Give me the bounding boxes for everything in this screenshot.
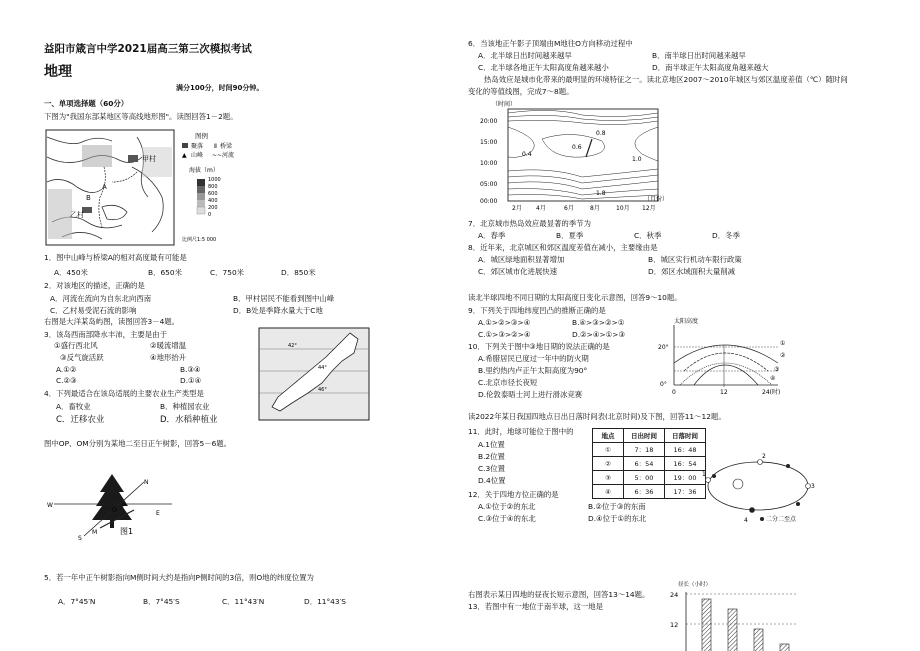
q13-14-intro: 右图表示某日四地的昼夜长短示意图，回答13～14题。 [468,590,650,599]
q12-option-b[interactable]: B.②位于③的东南 [588,502,646,511]
q1-option-d[interactable]: D．850米 [281,268,316,277]
q7-option-b[interactable]: B．夏季 [556,231,584,240]
q3-statement-2: ②暖流增温 [150,341,187,350]
q10-option-b[interactable]: B.里约热内卢正午太阳高度为90° [478,366,588,375]
section1-title: 一、单项选择题（60分） [44,99,129,108]
sun-curve-label: ② [780,352,786,359]
q12-option-c[interactable]: C.③位于④的东北 [478,514,536,523]
label-a-bridge: A [102,183,107,191]
q11-12-intro: 读2022年某日我国四地点日出日落时间表(北京时间)及下图，回答11～12题。 [468,412,726,421]
q9-option-c[interactable]: C.①>③>②>④ [478,330,531,339]
table-header: 地点 [593,429,624,443]
q9-option-d[interactable]: D.②>④>①>③ [572,330,626,339]
q1-option-b[interactable]: B．650米 [148,268,182,277]
q11-option-a[interactable]: A.1位置 [478,440,505,449]
isoline-x-tick: 6月 [564,205,574,212]
q11-stem: 11．此时，地球可能位于图中的 [468,427,574,436]
legend-bridge: 桥梁 [220,143,233,150]
q8-option-d[interactable]: D．郊区水域面积大量削减 [648,267,735,276]
q3-option-a[interactable]: A.①② [56,365,77,374]
legend-river: 河流 [222,152,235,159]
table-cell: 5：00 [624,471,665,485]
q5-option-a[interactable]: A．7°45′N [58,597,96,606]
q4-option-a[interactable]: A．畜牧业 [56,402,91,411]
subject-title: 地理 [44,64,72,80]
q8-stem: 8．近年来，北京城区和郊区温度差值在减小，主要缘由是 [468,243,658,252]
q2-stem: 2．对该地区的描述，正确的是 [44,281,145,290]
isoline-value: 0.4 [522,151,532,158]
q9-stem: 9．下列关于四地纬度凹凸的推断正确的是 [468,306,606,315]
table-cell: 6：54 [624,457,665,471]
q3-option-c[interactable]: C.②③ [56,376,77,385]
q5-option-b[interactable]: B．7°45′S [143,597,180,606]
table-cell: 19：00 [665,471,706,485]
point-o: O [112,507,117,514]
sun-chart-x-tick: 24(时) [762,389,781,396]
topo-map [42,127,262,247]
isoline-x-tick: 4月 [536,205,546,212]
table-row [593,485,706,499]
q10-option-a[interactable]: A.希腊居民已度过一年中的防火期 [478,354,589,363]
elevation-title: 海拔（m） [189,167,219,174]
figure-1-caption: 图1 [120,527,134,536]
label-b-point: B [86,194,91,202]
isoline-y-tick: 00:00 [480,198,498,205]
chart-y-tick: 12 [670,621,679,629]
q4-stem: 4．下列最适合在该岛适展的主要农业生产类型是 [44,389,204,398]
direction-w: W [47,502,53,509]
elevation-label: 400 [208,198,218,204]
day-length-bar [702,599,711,651]
q9-10-intro: 读北半球四地不同日期的太阳高度日变化示意图，回答9～10题。 [468,293,682,302]
q7-8-intro-line2: 变化的等值线图，完成7～8题。 [468,87,574,96]
q2-option-c[interactable]: C．乙村易受泥石流的影响 [50,306,137,315]
q3-statement-1: ①盛行西北风 [54,341,98,350]
direction-e: E [156,510,160,517]
isoline-y-tick: 10:00 [480,160,498,167]
sun-curve-label: ③ [774,366,780,373]
q1-stem: 1．图中山峰与桥梁A的相对高度最有可能是 [44,253,187,262]
legend-peak: 山峰 [191,152,204,159]
island-latitude-label: 46° [318,387,327,393]
q5-option-d[interactable]: D．11°43′S [304,597,346,606]
q3-stem: 3．该岛西南部降水丰沛，主要是由于 [44,330,167,339]
q6-option-a[interactable]: A．北半球日出时间越来越早 [478,51,572,60]
q6-stem: 6．当该地正午影子顶端由M地往O方向移动过程中 [468,39,633,48]
island-latitude-label: 42° [288,343,297,349]
solstice-equinox-label: 二分二至点 [766,516,797,523]
table-row [593,457,706,471]
q7-option-d[interactable]: D．冬季 [712,231,740,240]
bridge-icon: Ⅱ [214,143,217,150]
isoline-x-tick: 10月 [616,205,630,212]
chart-y-tick: 24 [670,591,679,599]
sun-altitude-chart [654,315,792,399]
q7-option-a[interactable]: A．春季 [478,231,506,240]
heat-island-isoline-chart [472,99,672,215]
isoline-y-tick: 05:00 [480,181,498,188]
table-cell: ③ [593,471,624,485]
elevation-label: 200 [208,205,218,211]
map-scale: 比例尺1:5 000 [182,237,217,243]
sun-icon [733,479,743,489]
q10-option-d[interactable]: D.伦敦泰晤士河上进行滑冰竞赛 [478,390,583,399]
isoline-value: 0.6 [572,144,582,151]
q1-option-c[interactable]: C．750米 [210,268,245,277]
peak-icon: ▲ [182,152,187,159]
legend-settlement: 聚落 [191,143,204,150]
q7-stem: 7．北京城市热岛效应最显著的季节为 [468,219,591,228]
q4-option-d[interactable]: D．水稻种植业 [160,415,218,425]
orbit-position-label: 4 [744,517,748,524]
q1-option-a[interactable]: A．450米 [54,268,88,277]
q7-option-c[interactable]: C．秋季 [634,231,662,240]
river-icon: ~~ [212,152,223,159]
q2-option-b[interactable]: B．甲村居民不能看到图中山峰 [233,294,335,303]
table-cell: ④ [593,485,624,499]
q3-option-d[interactable]: D.①④ [180,376,202,385]
orbit-position-label: 1 [702,471,706,478]
sun-chart-x-tick: 12 [720,389,728,396]
isoline-y-tick: 15:00 [480,139,498,146]
q4-option-c[interactable]: C．迁移农业 [56,415,105,425]
sun-chart-y-tick: 0° [660,381,667,388]
isoline-x-tick: 12月 [642,205,656,212]
q12-option-a[interactable]: A.①位于②的东北 [478,502,536,511]
chart-y-label: 昼长（小时） [678,582,712,588]
day-length-bar [754,629,763,651]
elevation-label: 800 [208,184,218,190]
sun-chart-y-tick: 20° [658,344,669,351]
legend-title: 图例 [195,132,208,140]
sun-chart-x-tick: 0 [672,389,676,396]
elevation-label: 600 [208,191,218,197]
q8-option-a[interactable]: A．城区绿地面积显著增加 [478,255,565,264]
island-map [258,327,370,421]
table-cell: ② [593,457,624,471]
q3-4-intro: 右图是大洋某岛屿图，读图回答3－4题。 [44,317,180,326]
orbit-position-label: 3 [811,483,815,490]
earth-orbit-diagram [700,450,830,530]
label-jia-village: 甲村 [142,155,156,163]
settlement-icon [182,143,188,148]
table-header: 日出时间 [624,429,665,443]
q10-stem: 10．下列关于图中③地日期的说法正确的是 [468,342,610,351]
isoline-x-label: （月份） [644,196,669,203]
isoline-value: 0.8 [596,130,606,137]
table-row [593,443,706,457]
sunrise-sunset-table [592,428,706,499]
table-header: 日落时间 [665,429,706,443]
direction-n: N [144,479,149,486]
q11-option-c[interactable]: C.3位置 [478,464,505,473]
q3-option-b[interactable]: B.③④ [180,365,201,374]
table-cell: 7：18 [624,443,665,457]
q2-option-a[interactable]: A．河流在流向为自东北向西南 [50,294,152,303]
q6-option-d[interactable]: D．南半球正午太阳高度角越来越大 [652,63,769,72]
q10-option-c[interactable]: C.北京市径长夜短 [478,378,538,387]
island-latitude-label: 44° [318,365,327,371]
q12-stem: 12．关于四地方位正确的是 [468,490,559,499]
q3-statement-3: ③反气旋活跃 [60,353,104,362]
table-cell: 17：36 [665,485,706,499]
tree-shadow-figure [44,470,184,542]
table-row [593,471,706,485]
q4-option-b[interactable]: B．种植园农业 [160,402,210,411]
q5-6-intro: 图中OP、OM分别为某地二至日正午树影，回答5－6题。 [44,439,232,448]
table-cell: 6：36 [624,485,665,499]
direction-s: S [78,535,82,542]
q7-8-intro-line1: 热岛效应是城市化带来的最明显的环境特征之一。读北京地区2007～2010年城区与郊区温度差值（℃）随时间 [484,75,848,84]
q5-stem: 5．若一年中正午树影指向M侧时间大约是指向P侧时间的3倍，则O地的纬度位置为 [44,573,314,582]
school-title: 益阳市箴言中学2021届高三第三次模拟考试 [44,43,252,55]
sun-curve-label: ④ [770,375,776,382]
q1-2-intro: 下图为"我国东部某地区等高线地形图"。读图回答1－2题。 [44,112,238,121]
q8-option-b[interactable]: B．城区实行机动车限行政策 [648,255,742,264]
score-time: 满分100分，时间90分钟。 [176,84,264,92]
day-length-bar [728,609,737,651]
sun-chart-y-label: 太阳高度 [674,318,699,325]
orbit-position-label: 2 [762,453,766,460]
q8-option-c[interactable]: C．郊区城市化进展快速 [478,267,558,276]
q13-stem: 13．若图中有一地位于南半球，这一地是 [468,602,604,611]
label-yi-village: 乙村 [70,211,84,219]
q5-option-c[interactable]: C．11°43′N [222,597,265,606]
q6-option-c[interactable]: C．北半球各地正午太阳高度角越来越小 [478,63,609,72]
q2-option-d[interactable]: D．B处是季降水量大于C地 [233,306,323,315]
isoline-value: 1.8 [596,190,606,197]
q11-option-d[interactable]: D.4位置 [478,476,506,485]
q9-option-a[interactable]: A.①>②>③>④ [478,318,531,327]
isoline-x-tick: 2月 [512,205,522,212]
isoline-value: 1.0 [632,156,642,163]
elevation-label: 1000 [208,177,221,183]
q6-option-b[interactable]: B．南半球日出时间越来越早 [652,51,746,60]
point-p: P [122,503,126,510]
q9-option-b[interactable]: B.④>③>②>① [572,318,625,327]
table-cell: 16：48 [665,443,706,457]
day-length-bar-chart [656,580,816,651]
day-length-bar [780,644,789,651]
isoline-y-tick: 20:00 [480,118,498,125]
isoline-x-tick: 8月 [590,205,600,212]
table-cell: 16：54 [665,457,706,471]
isoline-y-label: （时间） [492,101,517,108]
point-m: M [92,529,98,536]
q3-statement-4: ④地形抬升 [150,353,187,362]
q11-option-b[interactable]: B.2位置 [478,452,505,461]
elevation-label: 0 [208,212,212,218]
table-cell: ① [593,443,624,457]
q12-option-d[interactable]: D.④位于①的东北 [588,514,647,523]
sun-curve-label: ① [780,340,786,347]
